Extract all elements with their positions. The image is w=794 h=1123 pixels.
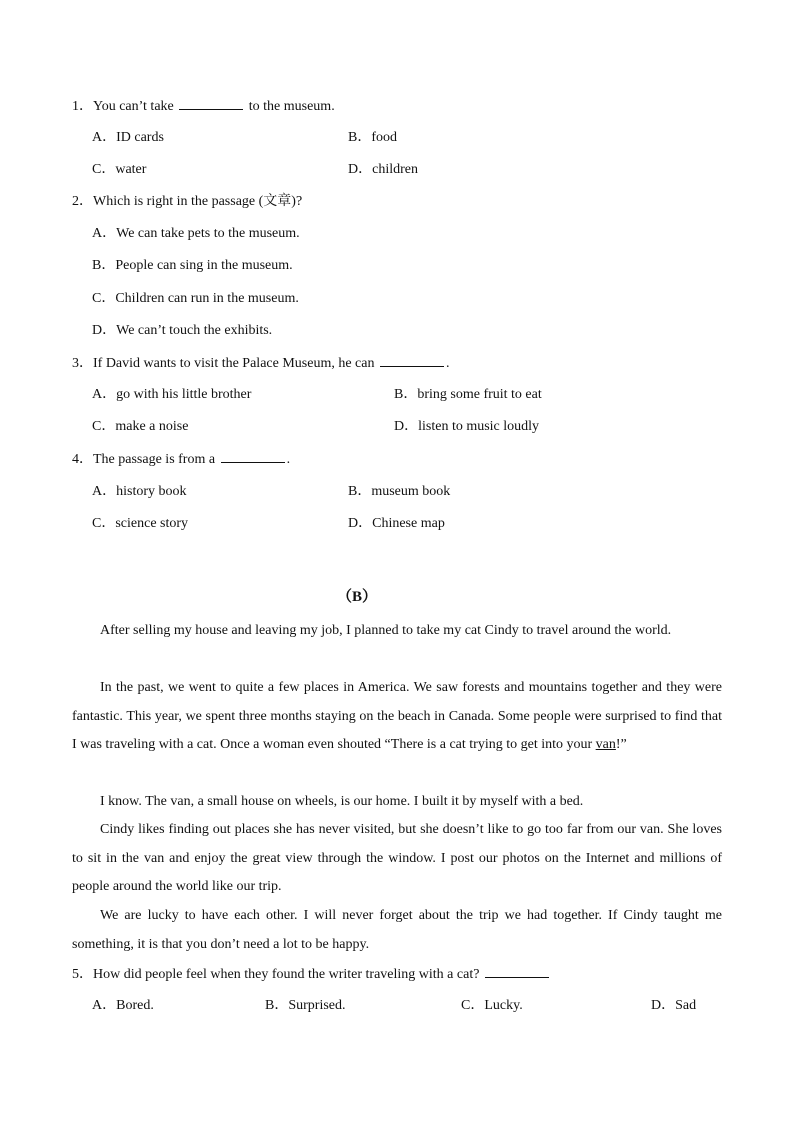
q2-option-b[interactable]: B．People can sing in the museum. bbox=[92, 258, 293, 273]
answer-blank[interactable] bbox=[380, 354, 444, 367]
answer-blank[interactable] bbox=[221, 450, 285, 463]
q5-option-c[interactable]: C．Lucky. bbox=[461, 998, 523, 1013]
question-4-text: 4．The passage is from a bbox=[72, 452, 216, 467]
q1-option-b[interactable]: B．food bbox=[348, 130, 397, 145]
passage-paragraph-3: I know. The van, a small house on wheels, is our home. I built it by myself with a bed. bbox=[100, 794, 584, 809]
answer-blank[interactable] bbox=[179, 97, 243, 110]
question-4-stem bbox=[72, 450, 290, 469]
q4-option-d[interactable]: D．Chinese map bbox=[348, 516, 445, 531]
q4-option-a[interactable]: A．history book bbox=[92, 484, 187, 499]
question-1-stem bbox=[72, 97, 335, 116]
q2-option-d[interactable]: D．We can’t touch the exhibits. bbox=[92, 323, 273, 338]
passage-paragraph-1: After selling my house and leaving my job, I planned to take my cat Cindy to travel around the world. bbox=[100, 623, 672, 638]
q3-option-a[interactable]: A．go with his little brother bbox=[92, 387, 252, 402]
question-3-stem bbox=[72, 354, 449, 373]
answer-blank[interactable] bbox=[485, 965, 549, 978]
question-5-text: 5．How did people feel when they found the writer traveling with a cat? bbox=[72, 967, 480, 982]
passage-paragraph-2-end: !” bbox=[615, 737, 627, 753]
q2-option-a[interactable]: A．We can take pets to the museum. bbox=[92, 226, 300, 241]
q3-option-d[interactable]: D．listen to music loudly bbox=[394, 419, 540, 434]
q4-option-b[interactable]: B．museum book bbox=[348, 484, 451, 499]
underlined-word-van: van bbox=[595, 737, 616, 753]
passage-paragraph-4: Cindy likes finding out places she has never visited, but she doesn’t like to go too far from our van. She loves to sit in the van and enjoy the great view through the window. I post our photos on the Internet and millions of people around the world like our trip. bbox=[72, 822, 722, 895]
q5-option-d[interactable]: D．Sad bbox=[651, 998, 697, 1013]
q1-option-d[interactable]: D．children bbox=[348, 162, 418, 177]
question-2-stem: 2．Which is right in the passage (文章)? bbox=[72, 194, 303, 209]
q3-option-c[interactable]: C．make a noise bbox=[92, 419, 189, 434]
q1-option-c[interactable]: C．water bbox=[92, 162, 147, 177]
passage-paragraph-2-text: In the past, we went to quite a few places in America. We saw forests and mountains together and they were fantastic. This year, we spent three months staying on the beach in Canada. Some people were surprised to find that I was traveling with a cat. Once a woman even shouted “There is a cat trying to get into your bbox=[72, 680, 722, 753]
q1-option-a[interactable]: A．ID cards bbox=[92, 130, 164, 145]
q4-option-c[interactable]: C．science story bbox=[92, 516, 189, 531]
question-4-text-end: . bbox=[286, 452, 291, 467]
section-b-title: （B） bbox=[336, 589, 377, 605]
question-1-text: 1．You can’t take bbox=[72, 99, 174, 114]
question-3-text: 3．If David wants to visit the Palace Museum, he can bbox=[72, 356, 375, 371]
q5-option-a[interactable]: A．Bored. bbox=[92, 998, 154, 1013]
question-5-stem bbox=[72, 965, 551, 984]
q5-option-b[interactable]: B．Surprised. bbox=[265, 998, 346, 1013]
question-3-text-end: . bbox=[445, 356, 450, 371]
q3-option-b[interactable]: B．bring some fruit to eat bbox=[394, 387, 542, 402]
passage-paragraph-5: We are lucky to have each other. I will never forget about the trip we had together. If Cindy taught me something, it is that you don’t need a lot to be happy. bbox=[72, 908, 722, 952]
q2-option-c[interactable]: C．Children can run in the museum. bbox=[92, 291, 299, 306]
passage-paragraph-2 bbox=[72, 674, 722, 760]
question-1-text-end: to the museum. bbox=[248, 99, 335, 114]
